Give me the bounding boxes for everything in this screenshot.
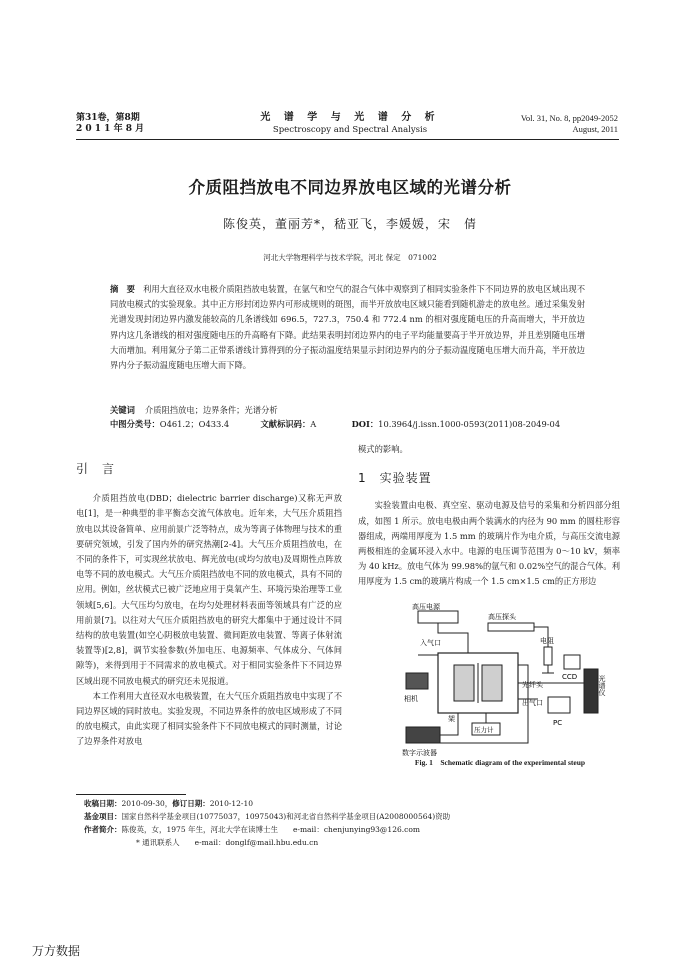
- oscilloscope-label: 数字示波器: [402, 749, 437, 757]
- clc-label: 中图分类号：: [110, 419, 160, 429]
- hv-source-box: [418, 611, 458, 623]
- date-cn: 2 0 1 1 年 8 月: [76, 124, 145, 134]
- experimental-setup-diagram: [388, 603, 620, 763]
- stand-label: 架: [448, 715, 455, 723]
- spectrometer-box: [584, 669, 598, 713]
- setup-paragraph: 实验装置由电极、真空室、驱动电源及信号的采集和分析四部分组成，如图 1 所示。放电电极由两个装满水的内径为 90 mm 的圆柱形容器组成，两端用厚度为 1.5 mm 的玻璃片作为电介质，与高压交流电源两极相连的金属环浸入水中。电源的电压调节范围为 0～10 kV，频率为 40 kHz。放电气体为 99.98%的氩气和 0.02%空气的混合气体。利用厚度为 1.5 cm的玻璃片构成一个 1.5 cm×1.5 cm的正方形边: [358, 500, 620, 587]
- inlet-label: 入气口: [420, 639, 441, 647]
- author-bio-text: 陈俊英，女，1975 年生，河北大学在读博士生 e-mail：chenjunying93@126.com: [121, 825, 420, 834]
- intro-heading: 引 言: [76, 462, 116, 476]
- left-column: [76, 462, 342, 750]
- pc-label: PC: [553, 719, 563, 727]
- volume-en: Vol. 31, No. 8, pp2049-2052: [520, 113, 618, 123]
- hv-source-label: 高压电源: [412, 603, 440, 611]
- keywords-text: 介质阻挡放电；边界条件；光谱分析: [144, 405, 278, 415]
- affiliation: 河北大学物理科学与技术学院，河北 保定 071002: [263, 253, 437, 262]
- volume-cn: 第31卷，第8期: [76, 113, 140, 123]
- keywords-block: [110, 403, 610, 431]
- section-1-heading: 1 实验装置: [358, 471, 432, 486]
- header-right: [521, 113, 618, 135]
- doc-code-label: 文献标识码：: [260, 419, 311, 429]
- electrode-right: [482, 665, 502, 701]
- fiber-label: 光纤头: [522, 681, 543, 689]
- resistor-label: 电阻: [540, 637, 554, 645]
- spectrometer-label: 光谱仪: [598, 675, 606, 696]
- pc-monitor: [548, 697, 570, 713]
- electrode-left: [454, 665, 474, 701]
- revised-date: 2010-12-10: [209, 799, 253, 808]
- outlet-label: 出气口: [522, 699, 543, 707]
- received-date: 2010-09-30，: [121, 799, 173, 808]
- journal-name-cn: 光 谱 学 与 光 谱 分 析: [260, 112, 440, 123]
- right-column: [358, 442, 620, 590]
- footnotes: [84, 797, 624, 849]
- revised-label: 修订日期：: [172, 799, 210, 808]
- corresponding-author: * 通讯联系人 e-mail：donglf@mail.hbu.edu.cn: [136, 838, 319, 847]
- author-list: 陈俊英，董丽芳*，嵇亚飞，李媛媛，宋 倩: [222, 217, 477, 231]
- hv-probe-box: [488, 623, 534, 631]
- footnote-rule: [76, 794, 186, 795]
- pressure-label: 压力计: [474, 726, 494, 734]
- header-rule: [76, 139, 619, 140]
- received-label: 收稿日期：: [84, 799, 122, 808]
- clc-value: O461.2；O433.4: [159, 419, 230, 429]
- figure-caption: Fig. 1 Schematic diagram of the experimental steup: [414, 758, 586, 767]
- keywords-label: 关键词: [110, 405, 135, 415]
- camera-label: 相机: [404, 695, 418, 703]
- oscilloscope-box: [406, 727, 440, 743]
- hv-probe-label: 高压探头: [488, 613, 516, 621]
- abstract-text: 利用大直径双水电极介质阻挡放电装置，在氩气和空气的混合气体中观察到了相同实验条件下不同边界的放电区域出现不同放电模式的实验现象。其中正方形封闭边界内可形成规则的斑图，而半开放放电区域只能看到随机游走的放电丝。通过采集发射光谱发现封闭边界内激发能较高的几条谱线如 696.5，727.3，750.4 和 772.4 nm 的相对强度随电压的升高而增大，半开放边界内这几条谱线的相对强度随电压的升高略有下降。此结果表明封闭边界内的电子平均能量要高于半开放边界，并且差别随电压增大而增加。利用氮分子第二正带系谱线计算得到的分子振动温度结果显示封闭边界内的分子振动温度随电压增大而升高，半开放边界内分子振动温度随电压增大而下降。: [110, 284, 585, 371]
- header-center: [240, 112, 460, 136]
- camera-body: [406, 673, 428, 689]
- fund-label: 基金项目：: [84, 812, 122, 821]
- fund-text: 国家自然科学基金项目(10775037，10975043)和河北省自然科学基金项目(A2008000564)资助: [121, 812, 451, 821]
- ccd-label: CCD: [562, 673, 578, 681]
- doi-value: 10.3964/j.issn.1000-0593(2011)08-2049-04: [378, 419, 561, 429]
- intro-paragraph-2: 本工作利用大直径双水电极装置，在大气压介质阻挡放电中实现了不同边界区域的同时放电。实验发现，不同边界条件的放电区域形成了不同的放电模式，由此实现了相同实验条件下不同放电模式的同时测量，讨论了边界条件对放电: [76, 690, 342, 747]
- ccd-box: [564, 655, 580, 669]
- journal-name-en: Spectroscopy and Spectral Analysis: [272, 125, 428, 135]
- resistor-symbol: [544, 647, 552, 665]
- right-col-continuation: 模式的影响。: [358, 444, 408, 454]
- wire-top: [438, 623, 468, 653]
- doi-label: DOI：: [351, 419, 379, 429]
- intro-paragraph-1: 介质阻挡放电(DBD；dielectric barrier discharge)又称无声放电[1]，是一种典型的非平衡态交流气体放电。近年来，大气压介质阻挡放电以其设备简单、应用前景广泛等特点，成为等离子体物理与技术的重要研究领域，引发了国内外的研究热潮[2-4]。大气压介质阻挡放电，在不同的条件下，可实现丝状放电、辉光放电(或均匀放电)及周期性点阵放电等不同的放电模式。大气压介质阻挡放电不同的放电模式，具有不同的应用。例如，丝状模式已被广泛地应用于臭氧产生、环境污染治理等工业领域[5,6]。大气压均匀放电，在均匀处理材料表面等领域具有广泛的应用前景[7]。以往对大气压介质阻挡放电的研究大都集中于通过设计不同结构的放电装置(如空心阴极放电装置、微间距放电装置、等离子体射流装置等)[2,8]，调节实验参数(外加电压、电源频率、气体成分、气体间隙等)，来得到用于不同需求的放电模式。对于相同实验条件下不同边界区域出现不同放电模式的研究还未见报道。: [76, 493, 342, 686]
- paper-title: 介质阻挡放电不同边界放电区域的光谱分析: [188, 178, 512, 197]
- date-en: August, 2011: [572, 124, 618, 134]
- author-bio-label: 作者简介：: [84, 825, 122, 834]
- header-left: [76, 113, 144, 135]
- doc-code-value: A: [310, 419, 317, 429]
- watermark-text: 万方数据: [32, 944, 81, 958]
- abstract-label: 摘 要: [110, 284, 136, 294]
- abstract: [110, 282, 585, 373]
